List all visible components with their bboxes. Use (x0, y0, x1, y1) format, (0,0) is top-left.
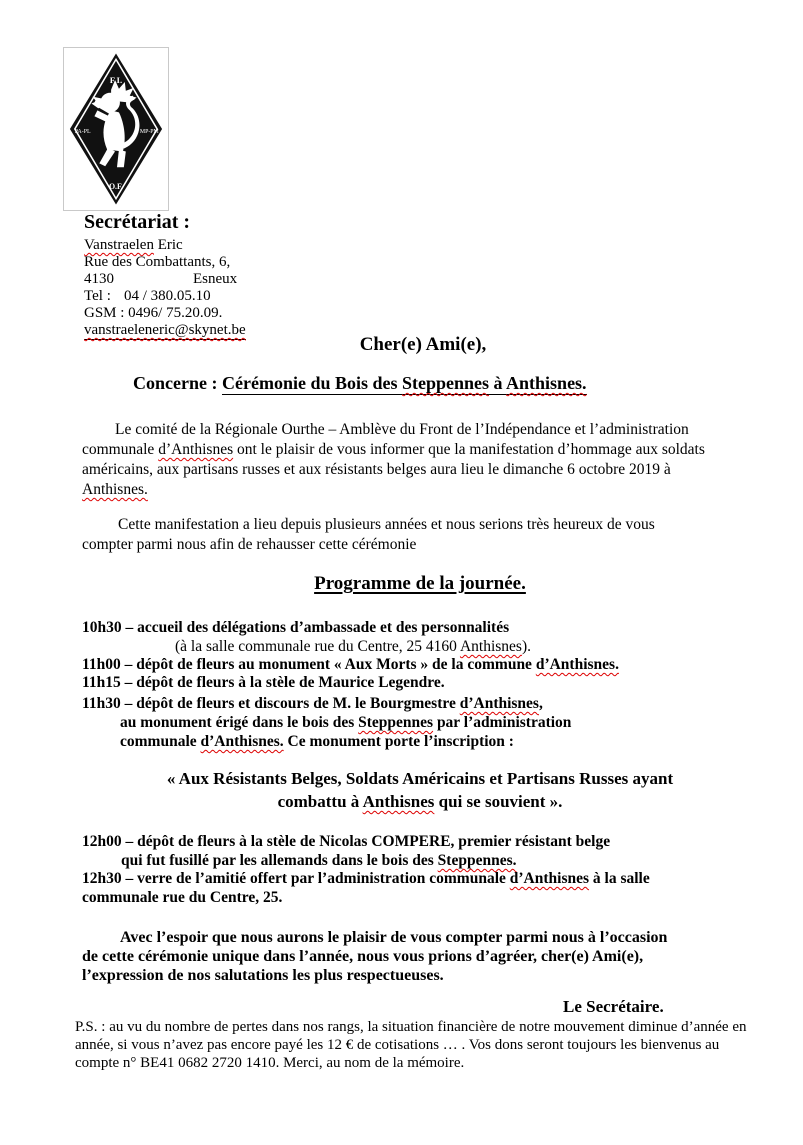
closing-line3: l’expression de nos salutations les plus respectueuses. (82, 967, 444, 984)
programme-item-10h30: 10h30 – accueil des délégations d’ambassade et des personnalités (82, 619, 510, 636)
paragraph1-line3: américains, aux partisans russes et aux résistants belges aura lieu le dimanche 6 octobre 2019 à (82, 461, 671, 478)
programme-heading (82, 573, 758, 595)
text-run: combattu à (277, 792, 363, 811)
text-run: 11h00 – dépôt de fleurs au monument « Aux Morts » de la commune (82, 656, 536, 673)
text-run: vanstraeleneric@skynet.be (84, 322, 246, 338)
ps-line1: P.S. : au vu du nombre de pertes dans nos rangs, la situation financière de notre mouvement diminue d’année en (75, 1019, 747, 1035)
programme-item-12h00: 12h00 – dépôt de fleurs à la stèle de Nicolas COMPERE, premier résistant belge (82, 833, 611, 850)
text-run: à (489, 373, 507, 393)
programme-item-12h30-detail: communale rue du Centre, 25. (82, 889, 283, 906)
text-run: d’Anthisnes. (200, 733, 284, 750)
text-run: Steppennes (401, 373, 490, 393)
text-run: communale (82, 441, 159, 458)
text-run: d’Anthisnes. (535, 656, 619, 673)
paragraph2-line1: Cette manifestation a lieu depuis plusieurs années et nous serions très heureux de vous (118, 516, 655, 533)
text-run: Steppennes. (437, 852, 517, 869)
text-run: d’Anthisnes (158, 441, 234, 458)
text-run: communale (120, 733, 201, 750)
fi-emblem-box (63, 47, 169, 211)
text-run: qui se souvient ». (434, 792, 563, 811)
paragraph1-line1: Le comité de la Régionale Ourthe – Amblève du Front de l’Indépendance et l’administration (115, 421, 689, 438)
secretariat-postal-city (84, 271, 237, 288)
subject-line (133, 373, 587, 394)
paragraph1-line2 (82, 441, 705, 459)
secretariat-name (84, 237, 183, 254)
programme-item-11h15: 11h15 – dépôt de fleurs à la stèle de Maurice Legendre. (82, 674, 445, 691)
text-run: Anthisnes. (82, 481, 148, 498)
inscription-line1: « Aux Résistants Belges, Soldats Américains et Partisans Russes ayant (166, 769, 674, 788)
fi-lion-logo (66, 50, 166, 208)
text-run: (à la salle communale rue du Centre, 25 4160 (175, 638, 460, 655)
emblem-label-top: F.I. (109, 74, 123, 85)
text-run: Vanstraelen (84, 237, 154, 253)
programme-item-11h00 (82, 656, 619, 674)
paragraph1-line4 (82, 481, 148, 499)
closing-line2: de cette cérémonie unique dans l’année, nous vous prions d’agréer, cher(e) Ami(e), (82, 948, 644, 965)
secretariat-tel (84, 288, 211, 305)
programme-item-12h30 (82, 870, 650, 888)
closing-line1: Avec l’espoir que nous aurons le plaisir de vous compter parmi nous à l’occasion (120, 929, 668, 946)
text-run: Steppennes (358, 714, 434, 731)
text-run: qui fut fusillé par les allemands dans le bois des (121, 852, 438, 869)
secretariat-gsm: GSM : 0496/ 75.20.09. (84, 305, 223, 321)
programme-item-10h30-detail (175, 638, 531, 656)
ps-line3: compte n° BE41 0682 2720 1410. Merci, au nom de la mémoire. (75, 1055, 465, 1071)
inscription-line2 (82, 792, 758, 812)
text-run: Ce monument porte l’inscription : (283, 733, 514, 750)
programme-item-11h30-detail2 (120, 733, 514, 751)
text-run: d’Anthisnes (509, 870, 590, 887)
programme-item-11h30-detail1 (120, 714, 571, 732)
text-run: par l’administration (433, 714, 572, 731)
text-run: Anthisnes (459, 638, 522, 655)
text-run: Anthisnes. (506, 373, 587, 393)
programme-heading-text: Programme de la journée. (314, 573, 526, 594)
ps-line2: année, si vous n’avez pas encore payé les 12 € de cotisations … . Vos dons seront toujours les bienvenus au (75, 1037, 720, 1053)
programme-item-12h00-detail (121, 852, 516, 870)
text-run: Eric (153, 237, 183, 253)
salutation: Cher(e) Ami(e), (359, 334, 487, 355)
text-run: ). (521, 638, 531, 655)
text-run: , (538, 695, 543, 712)
text-run: d’Anthisnes (459, 695, 539, 712)
emblem-label-right: MP-PM (139, 128, 159, 135)
text-run: Anthisnes (362, 792, 435, 811)
text-run: au monument érigé dans le bois des (120, 714, 359, 731)
secretariat-street: Rue des Combattants, 6, (84, 254, 231, 270)
city: Esneux (193, 271, 238, 287)
text-run: Concerne : (133, 373, 222, 393)
text-run: 11h30 – dépôt de fleurs et discours de M. le Bourgmestre (82, 695, 460, 712)
text-run: 12h30 – verre de l’amitié offert par l’administration communale (82, 870, 510, 887)
signature: Le Secrétaire. (563, 997, 664, 1016)
programme-item-11h30 (82, 695, 543, 713)
tel-number: 04 / 380.05.10 (124, 288, 211, 304)
text-run: à la salle (589, 870, 650, 887)
paragraph2-line2: compter parmi nous afin de rehausser cette cérémonie (82, 536, 417, 553)
text-run: Cérémonie du Bois des (221, 373, 402, 393)
emblem-label-left: PA-PL (74, 128, 91, 135)
tel-label: Tel : (84, 288, 111, 304)
secretariat-heading: Secrétariat : (84, 211, 191, 233)
emblem-label-bottom: O.F. (108, 181, 124, 191)
text-run: ont le plaisir de vous informer que la manifestation d’hommage aux soldats (233, 441, 705, 458)
postal-code: 4130 (84, 271, 114, 287)
